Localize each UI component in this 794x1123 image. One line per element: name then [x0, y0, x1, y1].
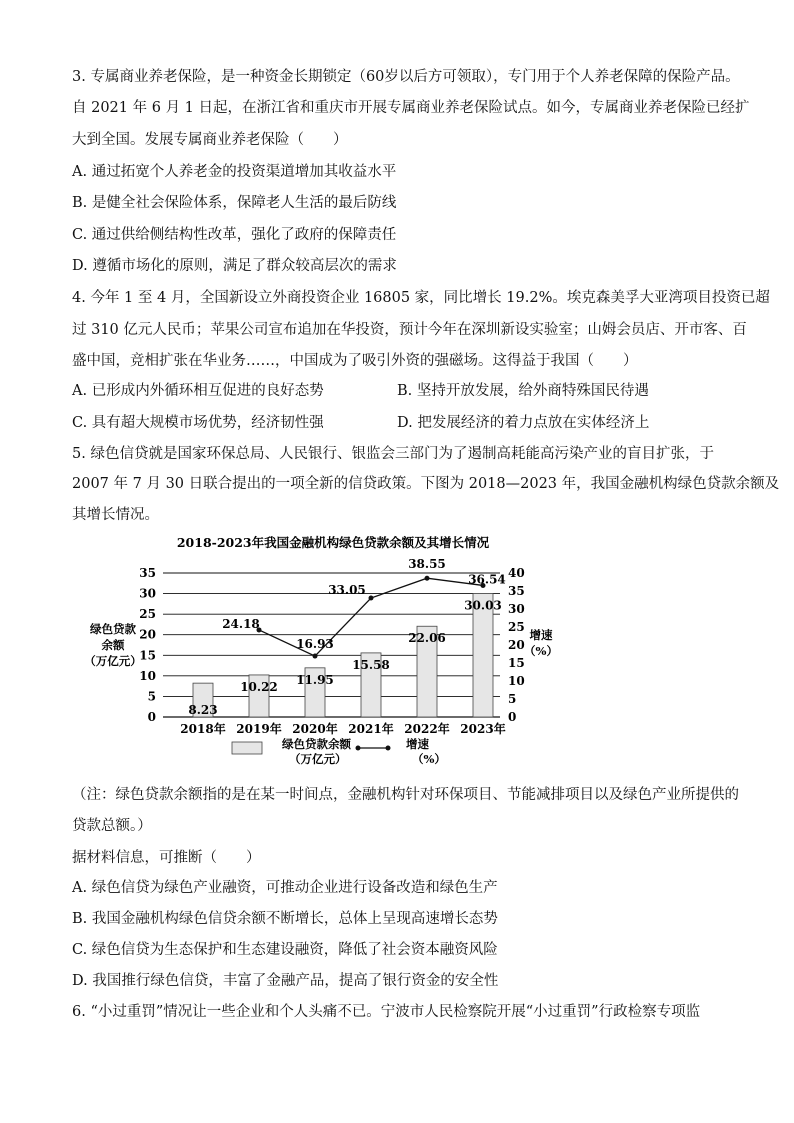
- legend-bar-label-line-1: 绿色贷款余额: [282, 737, 351, 751]
- chart-x-axis-ticks: [180, 721, 505, 736]
- chart-legend: [232, 737, 446, 766]
- left-tick-label: 35: [139, 566, 156, 580]
- right-tick-label: 30: [508, 602, 525, 616]
- q5-question: 据材料信息，可推断（ ）: [72, 850, 261, 866]
- green-loan-chart: [0, 530, 794, 770]
- growth-point: [369, 596, 374, 601]
- q4-option-d: D. 把发展经济的着力点放在实体经济上: [397, 415, 650, 431]
- right-tick-label: 5: [508, 692, 517, 706]
- bar-value-label: 22.06: [408, 631, 446, 646]
- right-tick-label: 10: [508, 674, 525, 688]
- bar-value-label: 30.03: [464, 598, 502, 613]
- q3-stem-line-3: 大到全国。发展专属商业养老保险（ ）: [72, 132, 348, 148]
- bar-value-label: 8.23: [188, 703, 218, 717]
- bar-value-label: 15.58: [352, 657, 390, 672]
- left-tick-label: 15: [139, 648, 156, 663]
- left-axis-title-line-2: 余额: [101, 638, 125, 652]
- x-tick-label: 2020年: [292, 722, 338, 736]
- right-axis-title-line-1: 增速: [529, 628, 553, 642]
- left-tick-label: 5: [147, 689, 156, 704]
- right-tick-label: 25: [508, 620, 525, 634]
- left-tick-label: 25: [139, 607, 156, 622]
- legend-bar-label-line-2: （万亿元）: [289, 752, 347, 766]
- right-axis-title-line-2: （%）: [524, 644, 558, 658]
- left-tick-label: 10: [139, 668, 156, 683]
- x-tick-label: 2023年: [460, 722, 506, 736]
- growth-value-label: 16.93: [296, 637, 334, 652]
- q5-option-d: D. 我国推行绿色信贷，丰富了金融产品，提高了银行资金的安全性: [72, 973, 499, 989]
- legend-line-marker-left: [356, 746, 361, 751]
- left-axis-title-line-1: 绿色贷款: [90, 622, 136, 636]
- legend-line-label-line-1: 增速: [406, 737, 429, 751]
- q5-option-c: C. 绿色信贷为生态保护和生态建设融资，降低了社会资本融资风险: [72, 942, 498, 958]
- left-tick-label: 30: [139, 586, 156, 601]
- q6-stem-line-1: 6. “小过重罚”情况让一些企业和个人头痛不已。宁波市人民检察院开展“小过重罚”行政检察专项监: [72, 1004, 701, 1020]
- q4-stem-line-3: 盛中国，竞相扩张在华业务……，中国成为了吸引外资的强磁场。这得益于我国（ ）: [72, 353, 638, 369]
- growth-value-label: 38.55: [408, 557, 446, 572]
- q3-stem-line-2: 自 2021 年 6 月 1 日起，在浙江省和重庆市开展专属商业养老保险试点。如今，专属商业养老保险已经扩: [72, 100, 750, 116]
- x-tick-label: 2021年: [348, 722, 394, 736]
- right-tick-label: 40: [508, 566, 525, 580]
- growth-polyline: [259, 578, 483, 656]
- right-tick-label: 35: [508, 584, 525, 598]
- q3-option-a: A. 通过拓宽个人养老金的投资渠道增加其收益水平: [72, 164, 397, 180]
- q3-stem-line-1: 3. 专属商业养老保险，是一种资金长期锁定（60岁以后方可领取），专门用于个人养老保障的保险产品。: [72, 69, 740, 85]
- left-axis-title-line-3: （万亿元）: [84, 654, 142, 668]
- q5-stem-line-2: 2007 年 7 月 30 日联合提出的一项全新的信贷政策。下图为 2018—2023 年，我国金融机构绿色贷款余额及: [72, 476, 780, 492]
- right-tick-label: 0: [508, 710, 517, 724]
- x-tick-label: 2018年: [180, 722, 226, 736]
- chart-title: 2018-2023年我国金融机构绿色贷款余额及其增长情况: [176, 535, 490, 550]
- q4-option-c: C. 具有超大规模市场优势，经济韧性强: [72, 415, 324, 431]
- growth-value-label: 24.18: [222, 616, 260, 631]
- left-tick-label: 20: [139, 627, 156, 642]
- chart-right-axis-ticks: [508, 566, 525, 724]
- q5-stem-line-3: 其增长情况。: [72, 507, 159, 523]
- q3-option-b: B. 是健全社会保险体系，保障老人生活的最后防线: [72, 195, 397, 211]
- growth-value-label: 36.54: [468, 572, 506, 587]
- bar-value-label: 10.22: [240, 679, 278, 694]
- q3-option-d: D. 遵循市场化的原则，满足了群众较高层次的需求: [72, 258, 397, 274]
- x-tick-label: 2019年: [236, 722, 282, 736]
- q5-note-line-2: 贷款总额。）: [72, 818, 152, 834]
- legend-bar-swatch: [232, 742, 262, 754]
- right-axis-title: [524, 628, 558, 658]
- chart-left-axis-ticks: [139, 566, 156, 724]
- right-tick-label: 15: [508, 656, 525, 670]
- growth-point: [425, 576, 430, 581]
- q3-option-c: C. 通过供给侧结构性改革，强化了政府的保障责任: [72, 227, 397, 243]
- legend-line-marker-right: [386, 746, 391, 751]
- growth-value-label: 33.05: [328, 583, 366, 598]
- q4-stem-line-1: 4. 今年 1 至 4 月，全国新设立外商投资企业 16805 家，同比增长 19.2%。埃克森美孚大亚湾项目投资已超: [72, 290, 770, 306]
- q5-option-b: B. 我国金融机构绿色信贷余额不断增长，总体上呈现高速增长态势: [72, 911, 498, 927]
- q4-stem-line-2: 过 310 亿元人民币；苹果公司宣布追加在华投资，预计今年在深圳新设实验室；山姆会员店、开市客、百: [72, 322, 747, 338]
- legend-line-label-line-2: （%）: [412, 752, 446, 766]
- x-tick-label: 2022年: [404, 722, 450, 736]
- q5-option-a: A. 绿色信贷为绿色产业融资，可推动企业进行设备改造和绿色生产: [72, 880, 498, 896]
- bar-value-label: 11.95: [296, 672, 334, 687]
- q4-option-a: A. 已形成内外循环相互促进的良好态势: [72, 383, 324, 399]
- q5-stem-line-1: 5. 绿色信贷就是国家环保总局、人民银行、银监会三部门为了遏制高耗能高污染产业的盲目扩张，于: [72, 446, 714, 462]
- left-tick-label: 0: [147, 710, 156, 724]
- left-axis-title: [84, 622, 142, 668]
- q5-note-line-1: （注：绿色贷款余额指的是在某一时间点，金融机构针对环保项目、节能减排项目以及绿色产业所提供的: [72, 787, 739, 803]
- growth-point: [313, 654, 318, 659]
- q4-option-b: B. 坚持开放发展，给外商特殊国民待遇: [397, 383, 649, 399]
- right-tick-label: 20: [508, 638, 525, 652]
